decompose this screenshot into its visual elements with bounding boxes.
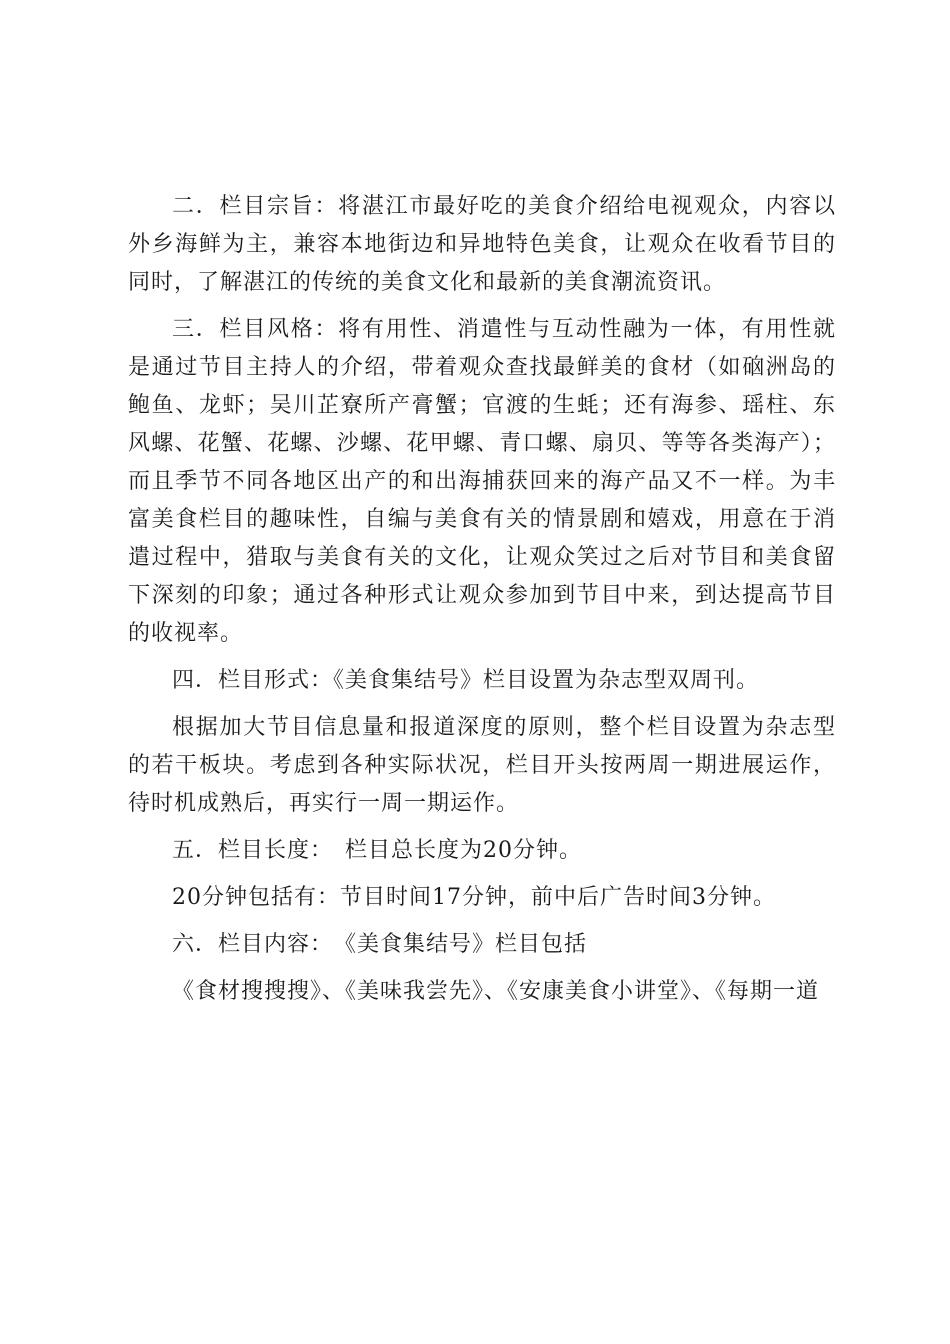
paragraph-style: 三．栏目风格：将有用性、消遣性与互动性融为一体，有用性就是通过节目主持人的介绍，带着观众查找最鲜美的食材（如硇洲岛的鲍鱼、龙虾；吴川芷寮所产膏蟹；官渡的生蚝；还有海参、瑶柱、东风螺、花蟹、花螺、沙螺、花甲螺、青口螺、扇贝、等等各类海产）；而且季节不同各地区出产的和出海捕获回来的海产品又不一样。为丰富美食栏目的趣味性，自编与美食有关的情景剧和嬉戏，用意在于消遣过程中，猎取与美食有关的文化，让观众笑过之后对节目和美食留下深刻的印象；通过各种形式让观众参加到节目中来，到达提高节目的收视率。 — [128, 317, 836, 646]
paragraph-content: 六．栏目内容： 《美食集结号》栏目包括 — [172, 932, 588, 957]
document-body — [128, 188, 836, 1011]
paragraph-format: 四．栏目形式：《美食集结号》栏目设置为杂志型双周刊。 — [172, 668, 760, 693]
paragraph-length: 五．栏目长度： 栏目总长度为20分钟。 — [172, 838, 582, 863]
paragraph-purpose: 二．栏目宗旨：将湛江市最好吃的美食介绍给电视观众，内容以外乡海鲜为主，兼容本地街边和异地特色美食，让观众在收看节目的同时，了解湛江的传统的美食文化和最新的美食潮流资讯。 — [128, 194, 836, 295]
paragraph-content-list: 《食材搜搜搜》、《美味我尝先》、《安康美食小讲堂》、《每期一道 — [172, 979, 820, 1004]
paragraph-length-detail: 20分钟包括有：节目时间17分钟，前中后广告时间3分钟。 — [172, 885, 776, 910]
paragraph-format-detail: 根据加大节目信息量和报道深度的原则，整个栏目设置为杂志型的若干板块。考虑到各种实际状况，栏目开头按两周一期进展运作，待时机成熟后，再实行一周一期运作。 — [128, 715, 836, 816]
